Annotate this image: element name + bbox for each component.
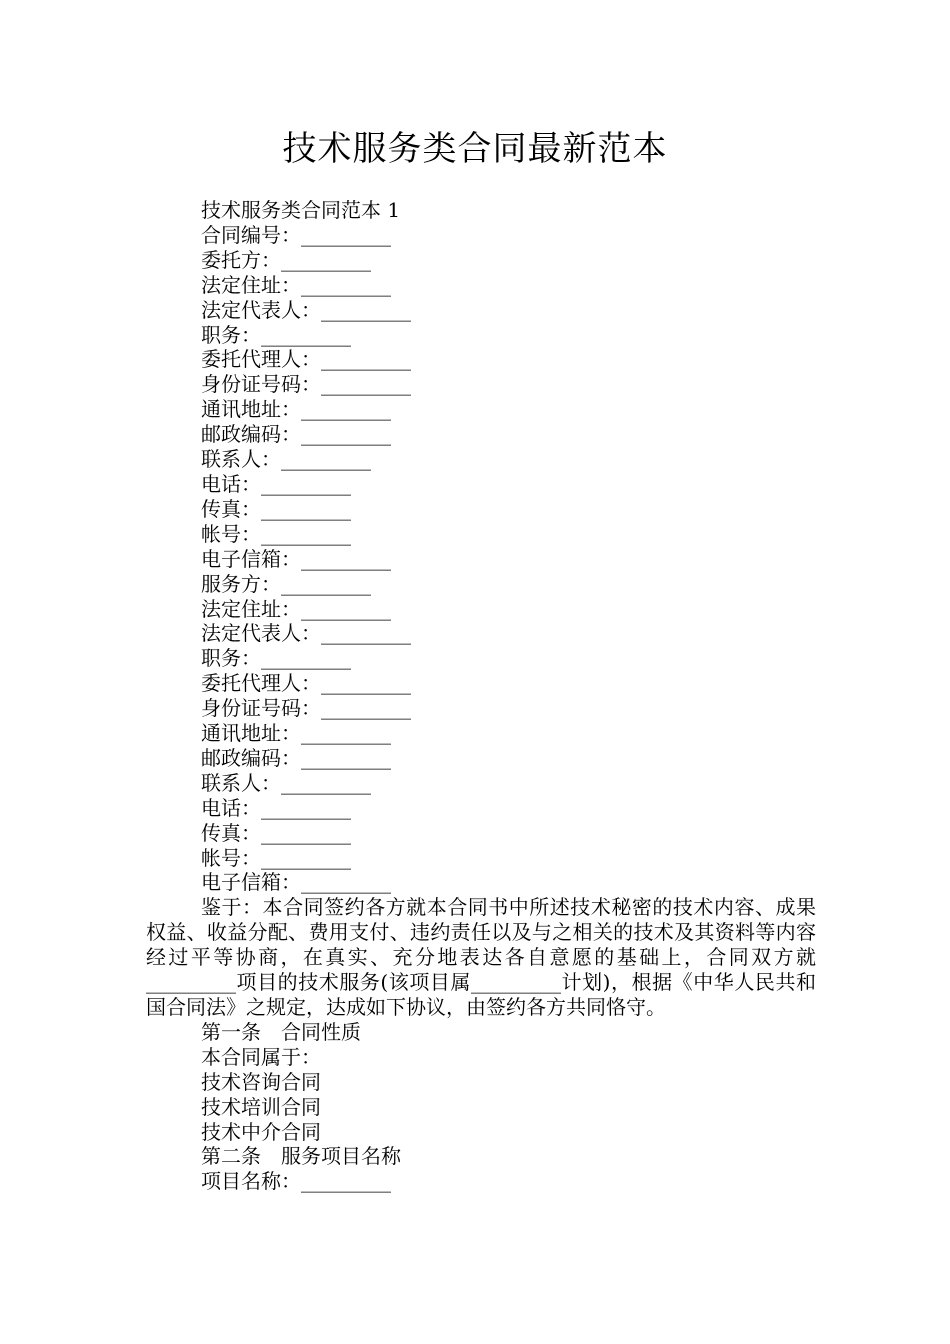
contract-subtitle: 技术服务类合同范本 1	[201, 198, 401, 222]
field-provider-id-number: 身份证号码：_________	[201, 696, 411, 721]
article-1-line: 技术中介合同	[201, 1119, 321, 1144]
field-provider-address: 法定住址：_________	[201, 596, 391, 621]
article-1-heading: 第一条 合同性质	[201, 1019, 361, 1044]
article-2-line: 项目名称：_________	[201, 1169, 391, 1194]
article-1-line: 技术培训合同	[201, 1094, 321, 1119]
document-title: 技术服务类合同最新范本	[282, 129, 668, 169]
field-provider-position: 职务：_________	[201, 646, 351, 671]
field-client-id-number: 身份证号码：_________	[201, 372, 411, 397]
field-provider-agent: 委托代理人：_________	[201, 671, 411, 696]
field-provider-legal-rep: 法定代表人：_________	[201, 621, 411, 646]
field-client-postal-code: 邮政编码：_________	[201, 422, 391, 447]
field-provider-postal-code: 邮政编码：_________	[201, 745, 391, 770]
field-contract-number: 合同编号：_________	[201, 222, 391, 247]
preamble-paragraph: 鉴于：本合同签约各方就本合同书中所述技术秘密的技术内容、成果权益、收益分配、费用支付、违约责任以及与之相关的技术及其资料等内容经过平等协商，在真实、充分地表达各自意愿的基础上，合同双方就_________项目的技术服务(该项目属_________计划)，根据《中华人民共和国合同法》之规定，达成如下协议，由签约各方共同恪守。	[146, 895, 816, 1019]
field-provider-email: 电子信箱：_________	[201, 870, 391, 895]
field-client-fax: 传真：_________	[201, 496, 351, 521]
field-provider-account: 帐号：_________	[201, 845, 351, 870]
field-client-address: 法定住址：_________	[201, 272, 391, 297]
field-provider-mailing-address: 通讯地址：_________	[201, 721, 391, 746]
article-1-line: 技术咨询合同	[201, 1069, 321, 1094]
article-1-line: 本合同属于：	[201, 1044, 321, 1069]
party-fields	[146, 223, 816, 895]
field-client-phone: 电话：_________	[201, 471, 351, 496]
field-client-email: 电子信箱：_________	[201, 546, 391, 571]
field-client: 委托方：_________	[201, 247, 371, 272]
field-client-account: 帐号：_________	[201, 521, 351, 546]
field-provider-contact: 联系人：_________	[201, 770, 371, 795]
field-client-mailing-address: 通讯地址：_________	[201, 397, 391, 422]
field-client-agent: 委托代理人：_________	[201, 347, 411, 372]
field-provider: 服务方：_________	[201, 571, 371, 596]
field-provider-fax: 传真：_________	[201, 820, 351, 845]
field-client-position: 职务：_________	[201, 322, 351, 347]
document-body	[146, 198, 816, 1194]
article-2-heading: 第二条 服务项目名称	[201, 1144, 401, 1169]
field-client-legal-rep: 法定代表人：_________	[201, 297, 411, 322]
field-provider-phone: 电话：_________	[201, 795, 351, 820]
field-client-contact: 联系人：_________	[201, 447, 371, 472]
